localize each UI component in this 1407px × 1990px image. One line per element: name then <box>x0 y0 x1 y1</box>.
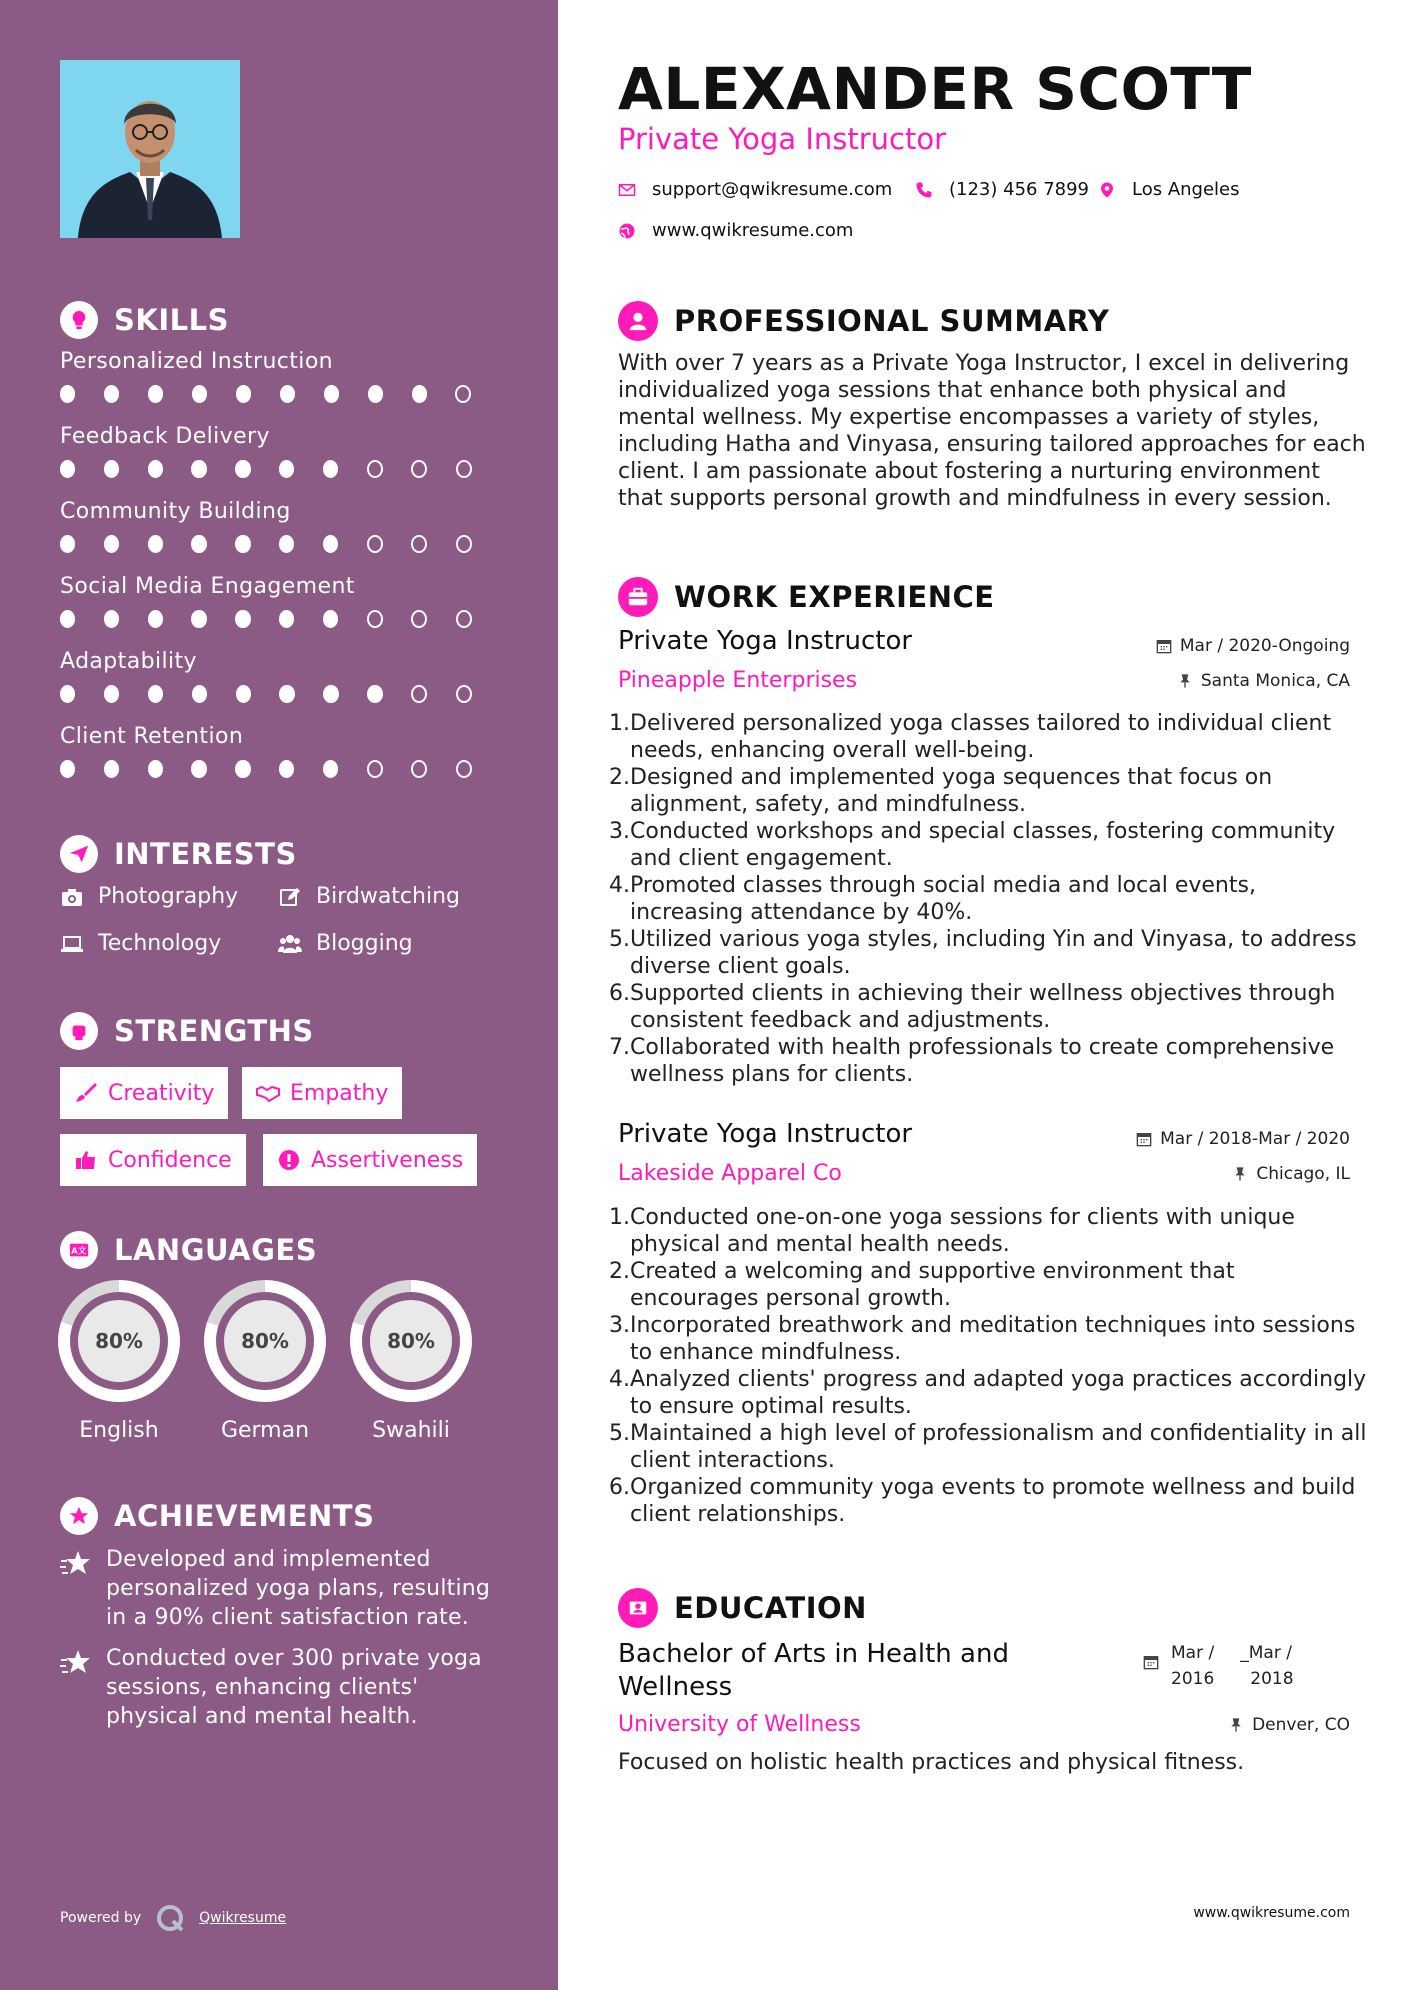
skill-dot-empty <box>367 610 383 628</box>
calendar-icon <box>1156 638 1172 654</box>
education-start <box>1171 1640 1214 1692</box>
skill-dot-filled <box>412 385 427 403</box>
camera-icon <box>60 885 84 909</box>
skill-level-dots <box>60 610 500 628</box>
skill-dot-filled <box>191 610 206 628</box>
skill-dot-filled <box>60 610 75 628</box>
education-heading <box>618 1588 867 1628</box>
skill-dot-filled <box>148 385 163 403</box>
responsibility-item <box>609 1312 1369 1366</box>
responsibility-item <box>609 926 1369 980</box>
job-company: Lakeside Apparel Co <box>618 1161 842 1186</box>
skill-item <box>60 349 500 403</box>
job-location-text: Chicago, IL <box>1256 1164 1350 1184</box>
strength-assertiveness <box>263 1134 477 1186</box>
skill-level-dots <box>60 760 500 778</box>
language-ring <box>350 1280 472 1402</box>
education-end-month: _Mar / <box>1240 1643 1292 1663</box>
skill-dot-filled <box>279 760 294 778</box>
star-icon <box>60 1549 92 1579</box>
education-title: EDUCATION <box>674 1591 867 1625</box>
education-description: Focused on holistic health practices and physical fitness. <box>618 1750 1245 1775</box>
strength-confidence <box>60 1134 246 1186</box>
skill-dot-filled <box>235 760 250 778</box>
skill-name: Community Building <box>60 499 291 524</box>
skill-dot-empty <box>411 610 427 628</box>
star-icon <box>60 1648 92 1678</box>
skill-level-dots <box>60 685 500 703</box>
skill-dot-filled <box>104 685 119 703</box>
skill-dot-filled <box>104 385 119 403</box>
language-name: English <box>79 1418 159 1443</box>
map-pin-icon <box>1098 181 1116 199</box>
skill-dot-empty <box>456 610 472 628</box>
responsibility-number: 6. <box>609 981 630 1006</box>
skill-dot-filled <box>104 760 119 778</box>
skill-dot-filled <box>148 460 163 478</box>
skill-dot-filled <box>236 685 251 703</box>
skill-dot-filled <box>148 760 163 778</box>
main-content <box>558 0 1407 1990</box>
summary-title: PROFESSIONAL SUMMARY <box>674 304 1110 338</box>
skill-dot-filled <box>104 610 119 628</box>
skill-dot-filled <box>235 535 250 553</box>
footer-url-link[interactable]: www.qwikresume.com <box>1193 1905 1350 1921</box>
skill-item <box>60 424 500 478</box>
skill-dot-filled <box>60 685 75 703</box>
profile-photo <box>60 60 240 238</box>
job-dates <box>1136 1129 1350 1149</box>
skill-dot-empty <box>456 685 472 703</box>
language-ring <box>58 1280 180 1402</box>
language-item <box>350 1280 472 1443</box>
responsibility-text: Incorporated breathwork and meditation techniques into sessions to enhance mindfulness. <box>630 1313 1356 1365</box>
education-start-year: 2016 <box>1171 1669 1215 1689</box>
envelope-icon <box>618 181 636 199</box>
skill-level-dots <box>60 385 500 403</box>
candidate-name: ALEXANDER SCOTT <box>618 55 1252 123</box>
skill-dot-filled <box>324 385 339 403</box>
skills-title: SKILLS <box>114 303 229 337</box>
skill-dot-empty <box>455 385 471 403</box>
job-title: Private Yoga Instructor <box>618 1119 913 1149</box>
strength-label: Creativity <box>108 1080 215 1106</box>
interest-label: Blogging <box>316 931 413 956</box>
skill-dot-filled <box>191 460 206 478</box>
thumbs-up-icon <box>74 1148 98 1172</box>
language-percent: 80% <box>370 1300 452 1382</box>
responsibility-text: Conducted one-on-one yoga sessions for clients with unique physical and mental health needs. <box>630 1205 1295 1257</box>
job-responsibilities <box>609 1204 1369 1528</box>
responsibility-number: 1. <box>609 711 630 736</box>
responsibility-number: 1. <box>609 1205 630 1230</box>
responsibility-text: Organized community yoga events to promote wellness and build client relationships. <box>630 1475 1356 1527</box>
calendar-icon <box>1143 1654 1159 1670</box>
strength-creativity <box>60 1067 228 1119</box>
skill-dot-filled <box>60 535 75 553</box>
achievement-text: Conducted over 300 private yoga sessions, enhancing clients' physical and mental health. <box>106 1646 482 1729</box>
skill-dot-filled <box>148 685 163 703</box>
job-dates-text: Mar / 2020-Ongoing <box>1179 636 1350 656</box>
star-badge-icon <box>60 1497 98 1535</box>
laptop-icon <box>60 932 84 956</box>
skill-item <box>60 649 500 703</box>
skill-dot-empty <box>411 760 427 778</box>
skill-item <box>60 499 500 553</box>
user-icon <box>618 301 658 341</box>
language-item <box>204 1280 326 1443</box>
contact-phone <box>915 179 1089 200</box>
skill-dot-filled <box>235 610 250 628</box>
skill-dot-empty <box>367 535 383 553</box>
skill-dot-empty <box>411 685 427 703</box>
location-text: Los Angeles <box>1132 179 1240 200</box>
responsibility-text: Analyzed clients' progress and adapted yoga practices accordingly to ensure optimal results. <box>630 1367 1367 1419</box>
job-title: Private Yoga Instructor <box>618 626 913 656</box>
briefcase-icon <box>618 577 658 617</box>
translate-icon <box>60 1231 98 1269</box>
language-percent: 80% <box>224 1300 306 1382</box>
candidate-role: Private Yoga Instructor <box>618 122 947 156</box>
responsibility-number: 6. <box>609 1475 630 1500</box>
skill-dot-filled <box>60 385 75 403</box>
edit-icon <box>278 885 302 909</box>
degree-title: Bachelor of Arts in Health and Wellness <box>618 1639 1009 1702</box>
globe-icon <box>618 222 636 240</box>
sidebar <box>0 0 558 1990</box>
responsibility-text: Promoted classes through social media and local events, increasing attendance by 40%. <box>630 873 1256 925</box>
job-location <box>1232 1164 1350 1184</box>
skill-dot-filled <box>148 610 163 628</box>
job-location <box>1177 671 1350 691</box>
skill-dot-filled <box>192 685 207 703</box>
responsibility-item <box>609 764 1369 818</box>
responsibility-number: 3. <box>609 819 630 844</box>
responsibility-number: 4. <box>609 873 630 898</box>
skill-dot-filled <box>279 610 294 628</box>
skill-name: Feedback Delivery <box>60 424 270 449</box>
responsibility-item <box>609 872 1369 926</box>
strengths-title: STRENGTHS <box>114 1014 314 1048</box>
responsibility-item <box>609 980 1369 1034</box>
interest-label: Photography <box>98 884 239 909</box>
job-dates-text: Mar / 2018-Mar / 2020 <box>1160 1129 1350 1149</box>
pushpin-icon <box>1232 1166 1248 1182</box>
skill-dot-filled <box>191 760 206 778</box>
exclamation-icon <box>277 1148 301 1172</box>
skill-dot-filled <box>148 535 163 553</box>
skill-dot-filled <box>323 760 338 778</box>
skill-dot-filled <box>323 685 338 703</box>
strengths-heading <box>60 1012 314 1050</box>
skill-dot-filled <box>104 460 119 478</box>
language-percent: 80% <box>78 1300 160 1382</box>
responsibility-number: 4. <box>609 1367 630 1392</box>
responsibility-item <box>609 1258 1369 1312</box>
responsibility-number: 7. <box>609 1035 630 1060</box>
skill-dot-filled <box>279 685 294 703</box>
phone-text: (123) 456 7899 <box>949 179 1090 200</box>
fist-icon <box>60 1012 98 1050</box>
contact-location <box>1098 179 1240 200</box>
graduation-icon <box>618 1588 658 1628</box>
school-name: University of Wellness <box>618 1712 861 1737</box>
interest-label: Technology <box>98 931 222 956</box>
skill-name: Personalized Instruction <box>60 349 334 374</box>
phone-icon <box>915 181 933 199</box>
language-name: Swahili <box>372 1418 450 1443</box>
skill-dot-empty <box>411 460 427 478</box>
skill-dot-filled <box>367 685 382 703</box>
summary-heading <box>618 301 1109 341</box>
achievements-heading <box>60 1497 374 1535</box>
responsibility-item <box>609 1474 1369 1528</box>
skill-name: Social Media Engagement <box>60 574 355 599</box>
education-location <box>1228 1715 1350 1735</box>
responsibility-text: Conducted workshops and special classes, fostering community and client engagement. <box>630 819 1336 871</box>
skills-heading <box>60 301 229 339</box>
skill-dot-empty <box>456 760 472 778</box>
interest-technology <box>60 931 221 956</box>
responsibility-item <box>609 1420 1369 1474</box>
paper-plane-icon <box>60 835 98 873</box>
qwikresume-logo-icon <box>155 1903 185 1933</box>
skill-name: Client Retention <box>60 724 244 749</box>
responsibility-text: Maintained a high level of professionalism and confidentiality in all client interactions. <box>630 1421 1367 1473</box>
experience-title: WORK EXPERIENCE <box>674 580 995 614</box>
pushpin-icon <box>1177 673 1193 689</box>
responsibility-item <box>609 1366 1369 1420</box>
responsibility-text: Designed and implemented yoga sequences that focus on alignment, safety, and mindfulness. <box>630 765 1273 817</box>
skill-dot-empty <box>456 535 472 553</box>
responsibility-text: Supported clients in achieving their wellness objectives through consistent feedback and adjustments. <box>630 981 1336 1033</box>
job-responsibilities <box>609 710 1369 1088</box>
skill-level-dots <box>60 460 500 478</box>
skill-dot-filled <box>368 385 383 403</box>
skill-dot-filled <box>235 460 250 478</box>
languages-title: LANGUAGES <box>114 1233 318 1267</box>
interest-label: Birdwatching <box>316 884 460 909</box>
job-location-text: Santa Monica, CA <box>1200 671 1350 691</box>
interests-title: INTERESTS <box>114 837 297 871</box>
responsibility-item <box>609 818 1369 872</box>
skill-dot-filled <box>280 385 295 403</box>
job-dates <box>1156 636 1350 656</box>
education-location-text: Denver, CO <box>1252 1715 1350 1735</box>
summary-text: With over 7 years as a Private Yoga Instructor, I excel in delivering individualized yoga sessions that enhance both physical and mental wellness. My expertise encompasses a variety of styles, including Hatha and Vinyasa, ensuring tailored approaches for each client. I am passionate about fostering a nurturing environment that supports personal growth and mindfulness in every session. <box>618 351 1366 511</box>
handshake-icon <box>256 1081 280 1105</box>
skill-dot-empty <box>411 535 427 553</box>
responsibility-number: 3. <box>609 1313 630 1338</box>
contact-email <box>618 179 892 200</box>
skill-dot-filled <box>60 760 75 778</box>
website-link[interactable]: www.qwikresume.com <box>652 220 854 241</box>
responsibility-item <box>609 1034 1369 1088</box>
skill-dot-empty <box>367 460 383 478</box>
responsibility-text: Collaborated with health professionals to create comprehensive wellness plans for clients. <box>630 1035 1335 1087</box>
skill-dot-filled <box>279 460 294 478</box>
users-icon <box>278 932 302 956</box>
skill-item <box>60 574 500 628</box>
qwikresume-link[interactable]: Qwikresume <box>199 1910 287 1926</box>
responsibility-number: 5. <box>609 927 630 952</box>
interests-heading <box>60 835 297 873</box>
achievement-item <box>60 1545 500 1632</box>
responsibility-item <box>609 1204 1369 1258</box>
responsibility-text: Utilized various yoga styles, including Yin and Vinyasa, to address diverse client goals. <box>630 927 1357 979</box>
strength-label: Confidence <box>108 1147 232 1173</box>
contact-website <box>618 220 853 241</box>
pushpin-icon <box>1228 1717 1244 1733</box>
skill-item <box>60 724 500 778</box>
calendar-icon <box>1136 1131 1152 1147</box>
skill-dot-filled <box>279 535 294 553</box>
language-ring <box>204 1280 326 1402</box>
brush-icon <box>74 1081 98 1105</box>
education-dates <box>1143 1640 1320 1692</box>
responsibility-number: 5. <box>609 1421 630 1446</box>
skill-dot-filled <box>192 385 207 403</box>
skill-dot-filled <box>191 535 206 553</box>
powered-by <box>60 1903 286 1933</box>
achievement-item <box>60 1644 500 1731</box>
skill-dot-filled <box>323 610 338 628</box>
education-end-year: 2018 <box>1250 1669 1294 1689</box>
job-company: Pineapple Enterprises <box>618 668 858 693</box>
skill-dot-filled <box>323 535 338 553</box>
skill-dot-filled <box>60 460 75 478</box>
language-item <box>58 1280 180 1443</box>
responsibility-text: Created a welcoming and supportive environment that encourages personal growth. <box>630 1259 1235 1311</box>
skill-level-dots <box>60 535 500 553</box>
responsibility-number: 2. <box>609 765 630 790</box>
strength-empathy <box>242 1067 402 1119</box>
languages-heading <box>60 1231 317 1269</box>
skill-dot-filled <box>236 385 251 403</box>
experience-heading <box>618 577 995 617</box>
interest-photography <box>60 884 238 909</box>
responsibility-number: 2. <box>609 1259 630 1284</box>
achievement-text: Developed and implemented personalized yoga plans, resulting in a 90% client satisfaction rate. <box>106 1547 491 1630</box>
achievements-title: ACHIEVEMENTS <box>114 1499 375 1533</box>
responsibility-text: Delivered personalized yoga classes tailored to individual client needs, enhancing overall well-being. <box>630 711 1332 763</box>
strength-label: Empathy <box>290 1080 389 1106</box>
email-link[interactable]: support@qwikresume.com <box>652 179 893 200</box>
lightbulb-icon <box>60 301 98 339</box>
skill-dot-filled <box>323 460 338 478</box>
interest-blogging <box>278 931 413 956</box>
skill-dot-empty <box>456 460 472 478</box>
interest-birdwatching <box>278 884 460 909</box>
language-name: German <box>220 1418 310 1443</box>
powered-by-label: Powered by <box>60 1910 142 1926</box>
strength-label: Assertiveness <box>311 1147 464 1173</box>
skill-dot-filled <box>104 535 119 553</box>
education-start-month: Mar / <box>1171 1643 1215 1663</box>
education-end <box>1240 1640 1293 1692</box>
responsibility-item <box>609 710 1369 764</box>
skill-name: Adaptability <box>60 649 197 674</box>
svg-text:A文: A文 <box>71 1245 87 1256</box>
skill-dot-empty <box>367 760 383 778</box>
